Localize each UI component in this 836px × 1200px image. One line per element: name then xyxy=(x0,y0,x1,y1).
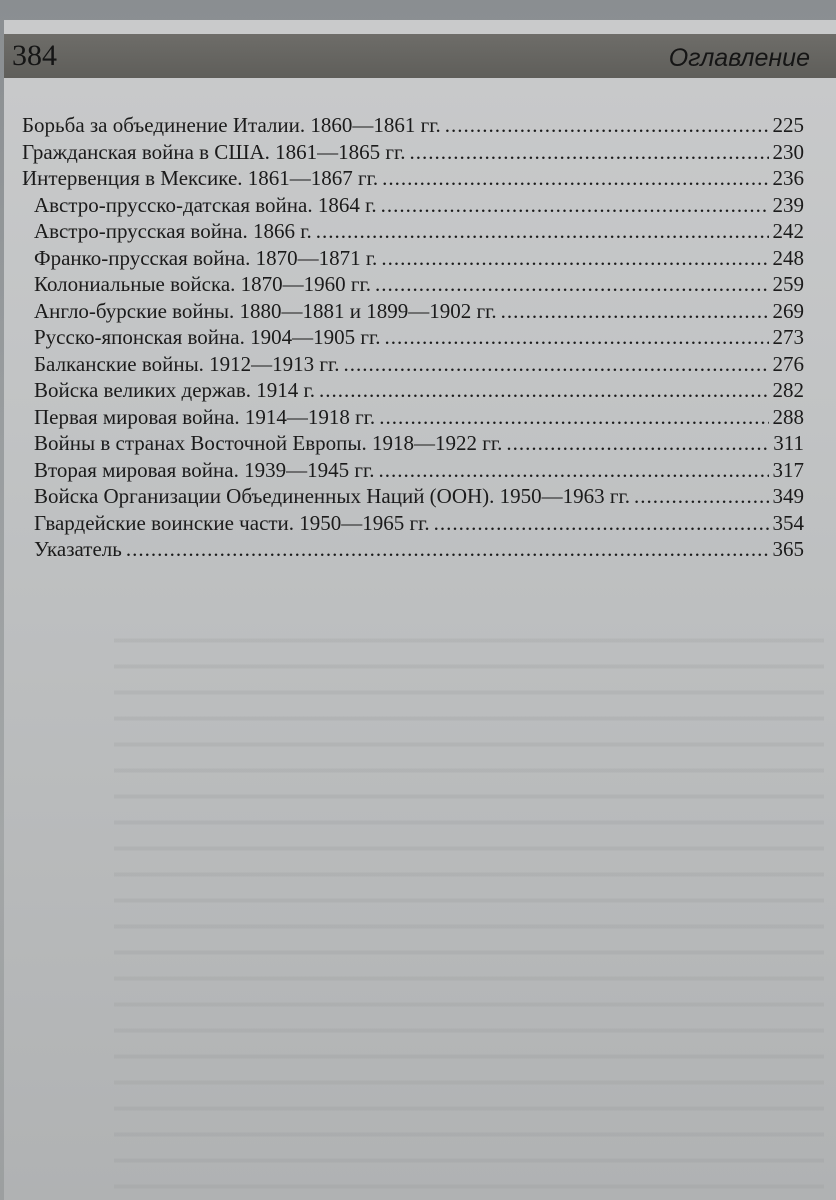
toc-entry-title: Войска великих держав. 1914 г. xyxy=(34,378,316,402)
toc-leader-dots xyxy=(410,139,769,165)
toc-leader-dots xyxy=(319,377,768,403)
toc-entry-title: Указатель xyxy=(34,537,122,561)
toc-entry-title: Вторая мировая война. 1939—1945 гг. xyxy=(34,457,375,482)
toc-entry xyxy=(22,271,804,298)
section-title: Оглавление xyxy=(668,44,810,72)
toc-entry xyxy=(22,298,804,325)
toc-entry xyxy=(22,112,804,139)
toc-entry-page: 273 xyxy=(772,325,804,349)
toc-entry xyxy=(22,483,804,510)
toc-leader-dots xyxy=(344,351,769,377)
book-page xyxy=(4,20,836,1200)
toc-entry-page: 311 xyxy=(773,431,804,455)
toc-entry-page: 276 xyxy=(772,351,804,376)
toc-entry-page: 349 xyxy=(772,484,804,508)
toc-entry xyxy=(22,245,804,272)
toc-entry-page: 288 xyxy=(772,404,804,429)
toc-leader-dots xyxy=(375,271,768,297)
toc-entry-page: 365 xyxy=(772,537,804,561)
toc-leader-dots xyxy=(378,457,768,483)
toc-leader-dots xyxy=(501,298,769,324)
toc-entry-page: 282 xyxy=(772,378,804,402)
toc-entry-title: Войны в странах Восточной Европы. 1918—1922 гг. xyxy=(34,431,503,455)
toc-entry-title: Балканские войны. 1912—1913 гг. xyxy=(34,351,340,376)
toc-entry-title: Франко-прусская война. 1870—1871 г. xyxy=(34,245,378,270)
toc-entry-title: Гвардейские воинские части. 1950—1965 гг. xyxy=(34,510,430,535)
toc-entry-title: Войска Организации Объединенных Наций (ООН). 1950—1963 гг. xyxy=(34,484,631,508)
toc-entry-title: Гражданская война в США. 1861—1865 гг. xyxy=(22,139,406,164)
toc-leader-dots xyxy=(634,483,768,509)
page-number: 384 xyxy=(12,39,57,72)
toc-leader-dots xyxy=(506,430,769,456)
toc-entry-title: Колониальные войска. 1870—1960 гг. xyxy=(34,272,372,296)
bleed-through-text xyxy=(114,620,824,1200)
toc-entry-page: 239 xyxy=(772,192,804,217)
toc-entry-page: 317 xyxy=(772,457,804,482)
toc-leader-dots xyxy=(434,510,769,536)
toc-entry-page: 225 xyxy=(772,113,804,137)
toc-leader-dots xyxy=(381,192,769,218)
toc-leader-dots xyxy=(384,324,768,350)
toc-entry xyxy=(22,510,804,537)
toc-entry-page: 269 xyxy=(772,298,804,323)
toc-entry xyxy=(22,404,804,431)
toc-leader-dots xyxy=(381,245,768,271)
toc-entry-title: Русско-японская война. 1904—1905 гг. xyxy=(34,325,381,349)
toc-entry xyxy=(22,457,804,484)
toc-entry-title: Австро-прусская война. 1866 г. xyxy=(34,219,312,243)
toc-entry xyxy=(22,165,804,192)
toc-leader-dots xyxy=(382,165,768,191)
toc-leader-dots xyxy=(126,536,769,562)
toc-entry-page: 242 xyxy=(772,219,804,243)
toc-leader-dots xyxy=(379,404,768,430)
toc-entry xyxy=(22,536,804,563)
toc-entry xyxy=(22,430,804,457)
toc-entry xyxy=(22,192,804,219)
toc-entry xyxy=(22,324,804,351)
toc-entry-page: 248 xyxy=(772,245,804,270)
toc-entry xyxy=(22,377,804,404)
toc-entry xyxy=(22,139,804,166)
toc-entry-title: Англо-бурские войны. 1880—1881 и 1899—1902 гг. xyxy=(34,298,497,323)
toc-entry-title: Интервенция в Мексике. 1861—1867 гг. xyxy=(22,166,379,190)
toc-entry-page: 259 xyxy=(772,272,804,296)
toc-entry xyxy=(22,218,804,245)
table-of-contents xyxy=(22,112,804,563)
toc-entry-page: 236 xyxy=(772,166,804,190)
toc-leader-dots xyxy=(316,218,769,244)
toc-entry-page: 354 xyxy=(772,510,804,535)
toc-entry-title: Австро-прусско-датская война. 1864 г. xyxy=(34,192,377,217)
toc-entry-page: 230 xyxy=(772,139,804,164)
toc-entry xyxy=(22,351,804,378)
toc-entry-title: Борьба за объединение Италии. 1860—1861 гг. xyxy=(22,113,441,137)
toc-leader-dots xyxy=(445,112,769,138)
page-header xyxy=(4,34,836,78)
toc-entry-title: Первая мировая война. 1914—1918 гг. xyxy=(34,404,376,429)
